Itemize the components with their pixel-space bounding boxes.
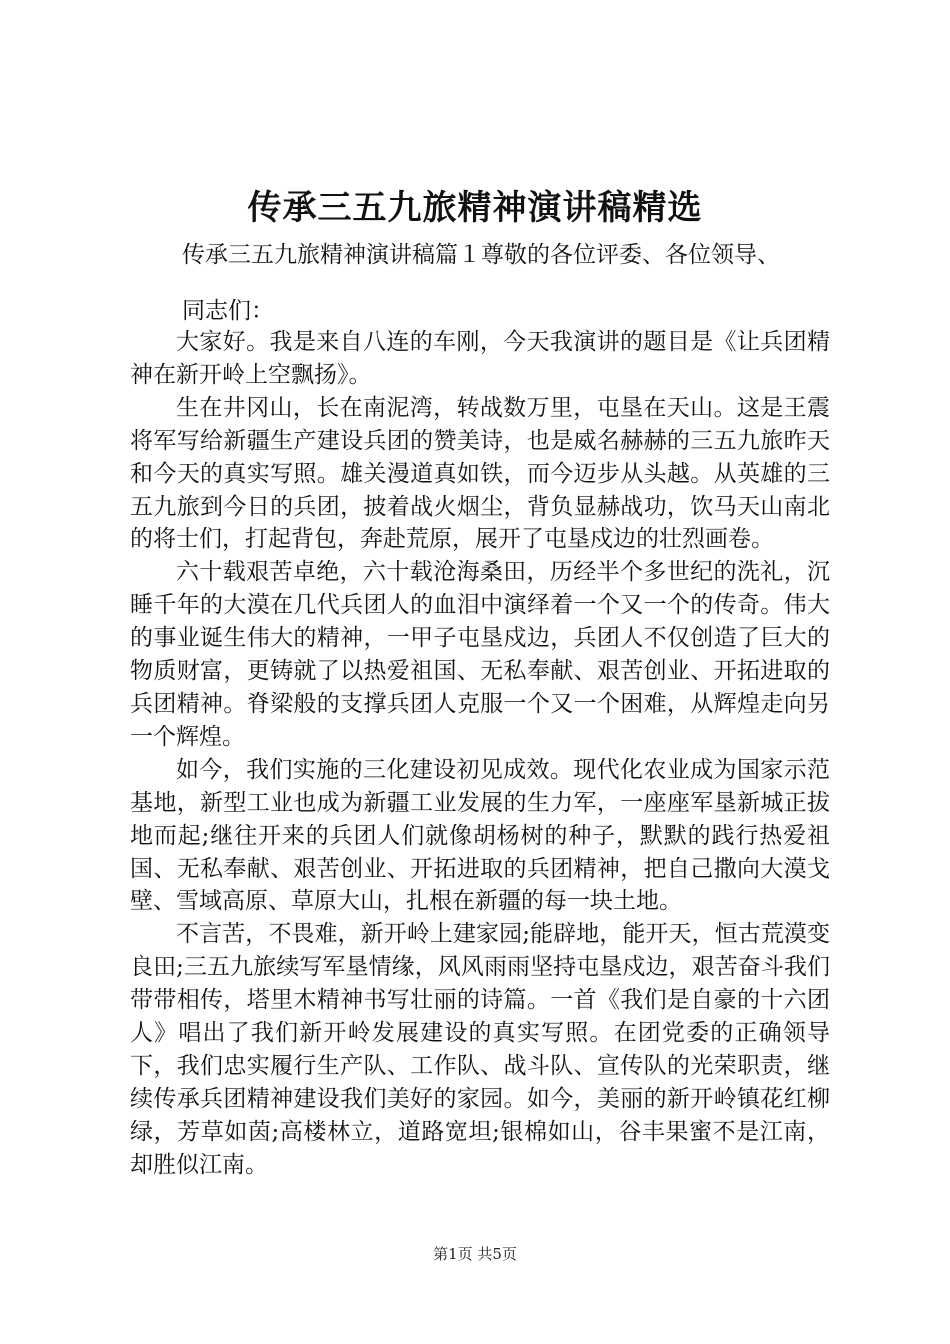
document-body: [130, 326, 830, 1182]
document-title: 传承三五九旅精神演讲稿精选: [247, 188, 703, 228]
document-subtitle: 传承三五九旅精神演讲稿篇１尊敬的各位评委、各位领导、: [182, 242, 780, 268]
salutation: 同志们：: [182, 298, 274, 324]
paragraph-3: 六十载艰苦卓绝，六十载沧海桑田，历经半个多世纪的洗礼，沉睡千年的大漠在几代兵团人的血泪中演绎着一个又一个的传奇。伟大的事业诞生伟大的精神，一甲子屯垦戍边，兵团人不仅创造了巨大的物质财富，更铸就了以热爱祖国、无私奉献、艰苦创业、开拓进取的兵团精神。脊梁般的支撑兵团人克服一个又一个困难，从辉煌走向另一个辉煌。: [130, 559, 830, 750]
page-footer: 第1页 共5页: [433, 1245, 517, 1263]
paragraph-4: 如今，我们实施的三化建设初见成效。现代化农业成为国家示范基地，新型工业也成为新疆工业发展的生力军，一座座军垦新城正拔地而起;继往开来的兵团人们就像胡杨树的种子，默默的践行热爱祖国、无私奉献、艰苦创业、开拓进取的兵团精神，把自己撒向大漠戈壁、雪域高原、草原大山，扎根在新疆的每一块土地。: [130, 756, 830, 915]
paragraph-2: 生在井冈山，长在南泥湾，转战数万里，屯垦在天山。这是王震将军写给新疆生产建设兵团的赞美诗，也是威名赫赫的三五九旅昨天和今天的真实写照。雄关漫道真如铁，而今迈步从头越。从英雄的三五九旅到今日的兵团，披着战火烟尘，背负显赫战功，饮马天山南北的将士们，打起背包，奔赴荒原，展开了屯垦戍边的壮烈画卷。: [130, 394, 830, 553]
paragraph-1: 大家好。我是来自八连的车刚，今天我演讲的题目是《让兵团精神在新开岭上空飘扬》。: [130, 329, 830, 388]
paragraph-5: 不言苦，不畏难，新开岭上建家园;能辟地，能开天，恒古荒漠变良田;三五九旅续写军垦情缘，风风雨雨坚持屯垦戍边，艰苦奋斗我们带带相传，塔里木精神书写壮丽的诗篇。一首《我们是自豪的十六团人》唱出了我们新开岭发展建设的真实写照。在团党委的正确领导下，我们忠实履行生产队、工作队、战斗队、宣传队的光荣职责，继续传承兵团精神建设我们美好的家园。如今，美丽的新开岭镇花红柳绿，芳草如茵;高楼林立，道路宽坦;银棉如山，谷丰果蜜不是江南，却胜似江南。: [130, 921, 830, 1178]
